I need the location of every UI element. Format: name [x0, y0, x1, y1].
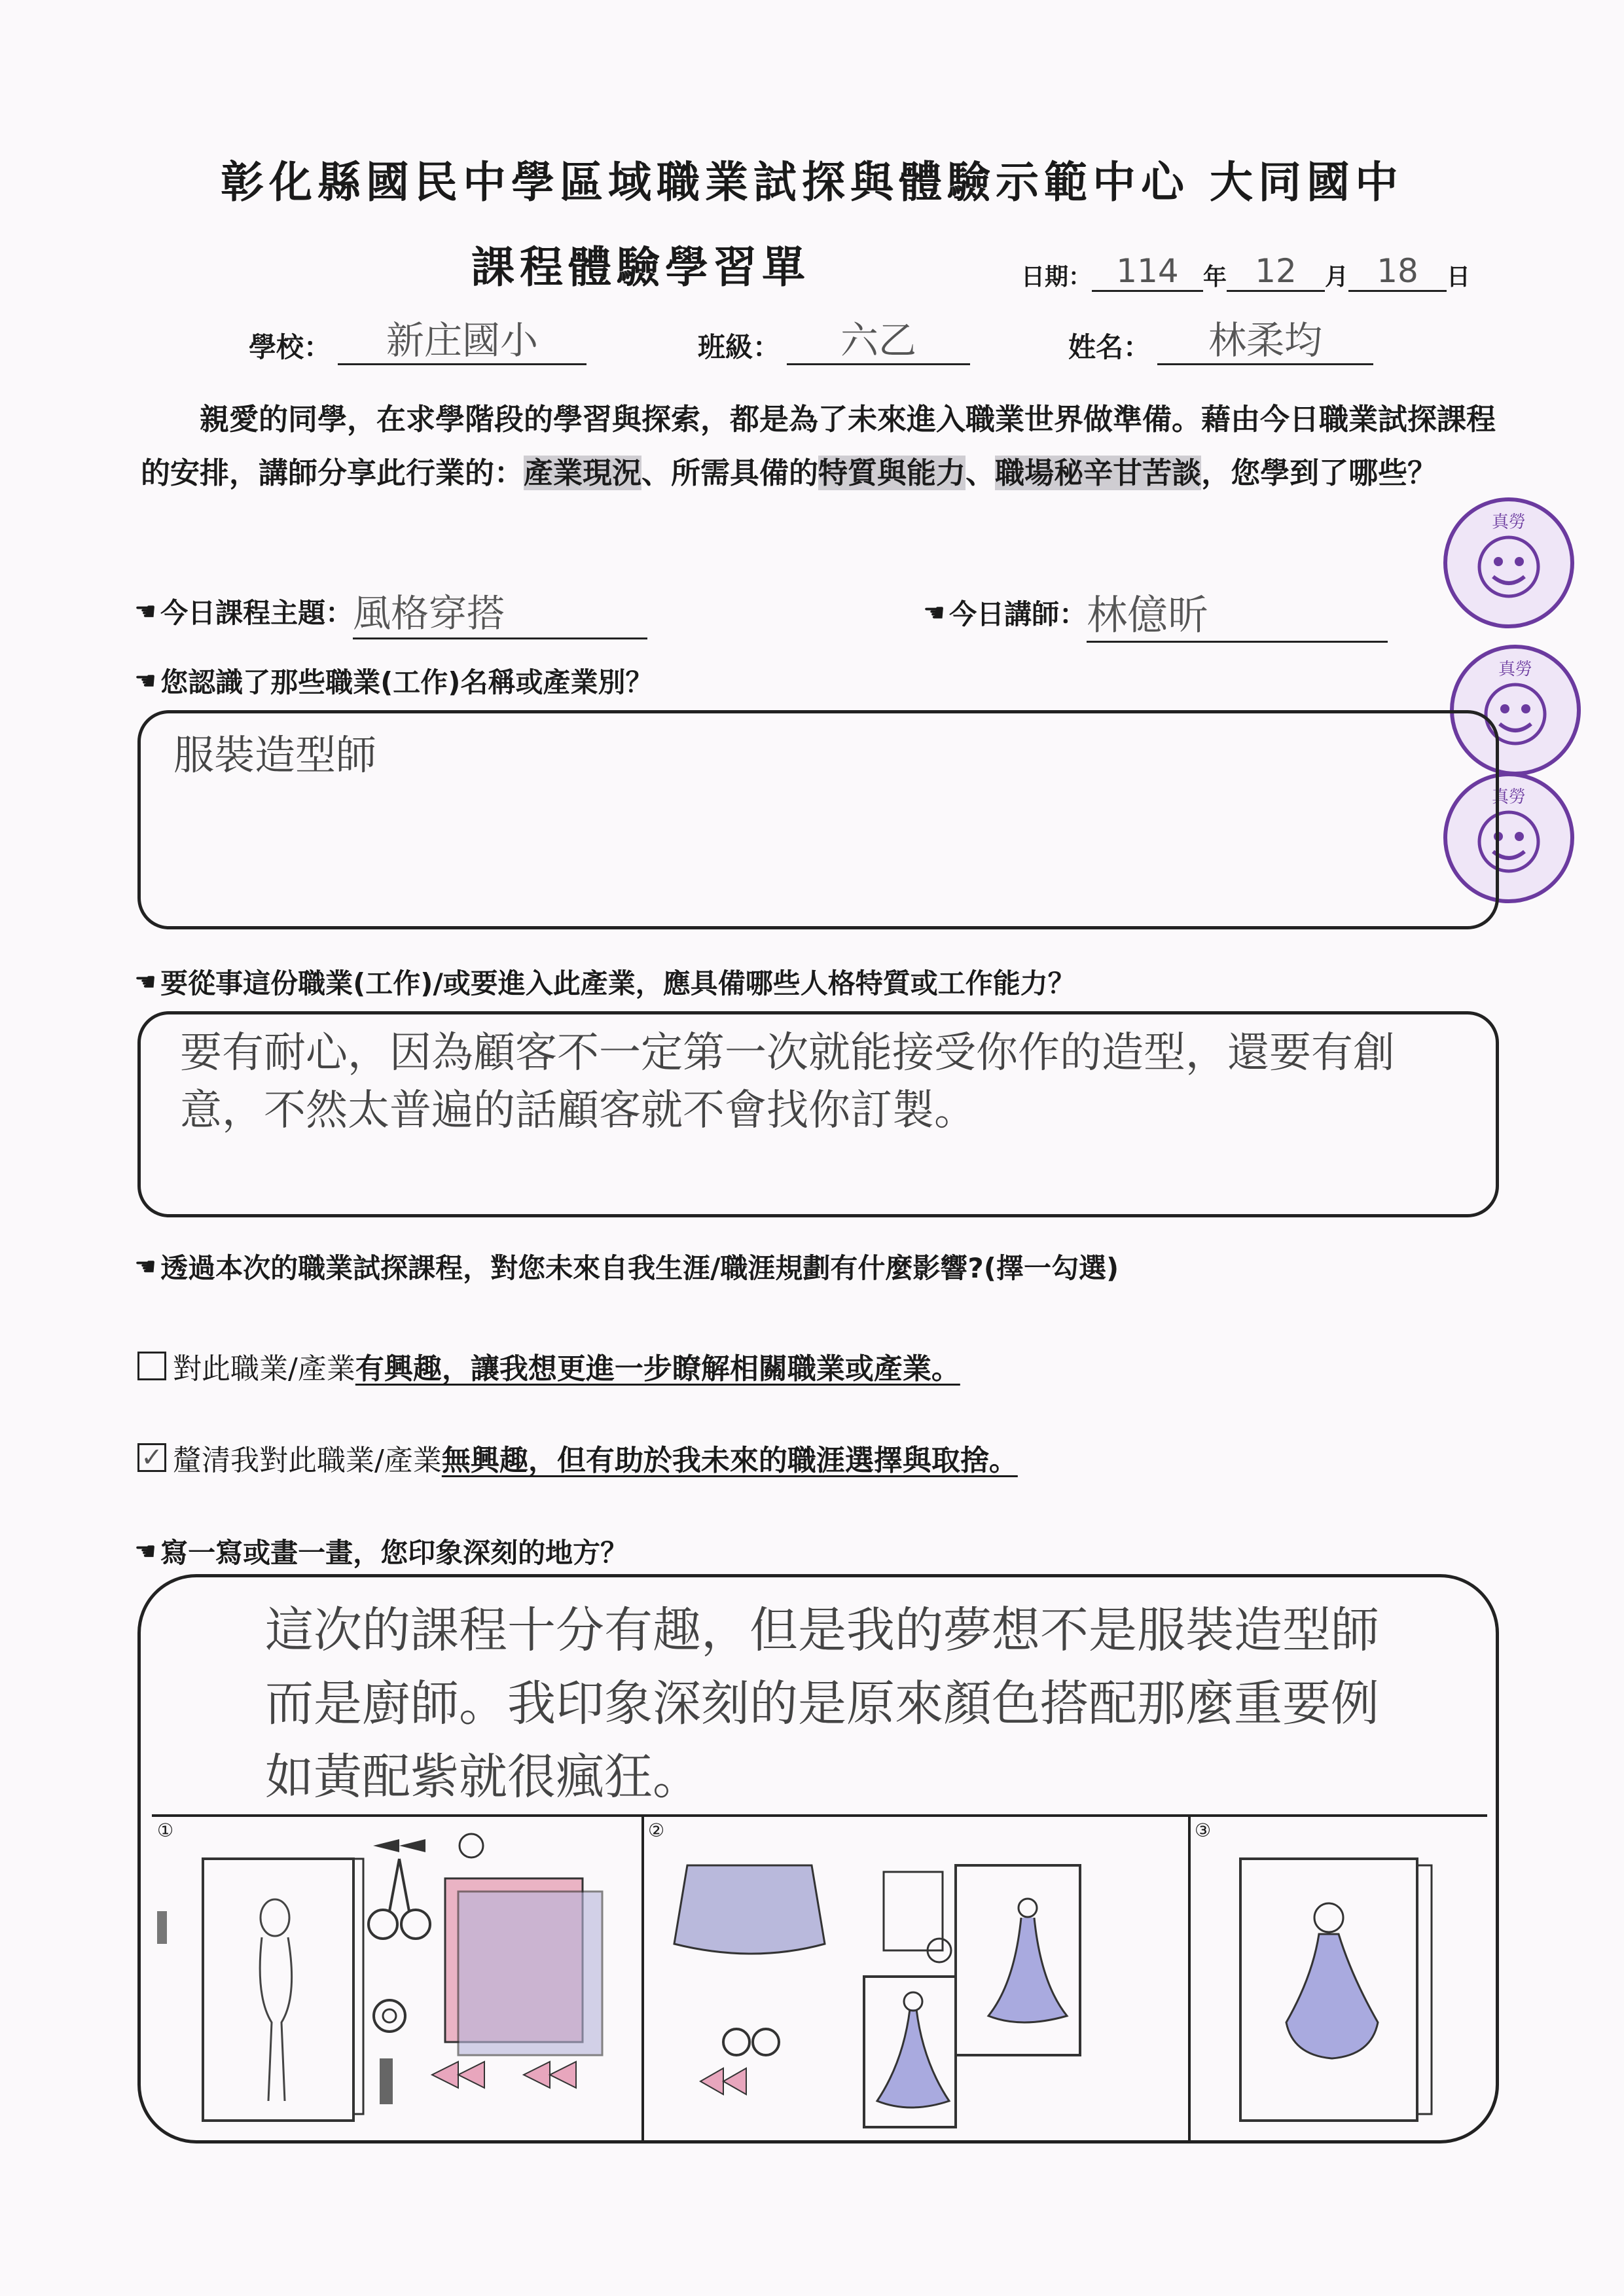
pointing-hand-icon: ☚	[134, 596, 157, 626]
option-1-prefix: 對此職業/產業	[173, 1352, 355, 1386]
stamp-1	[1443, 497, 1574, 628]
intro-highlight-insider: 職場秘辛甘苦談	[995, 456, 1202, 490]
option-2-checkbox[interactable]: ✓	[137, 1443, 166, 1472]
teacher-row	[923, 583, 1388, 643]
panel-separator-1	[641, 1816, 644, 2140]
question-2-text: 要從事這份職業(工作)/或要進入此產業，應具備哪些人格特質或工作能力？	[160, 967, 1075, 999]
intro-paragraph	[141, 393, 1502, 500]
pointing-hand-icon: ☚	[134, 967, 157, 996]
question-1	[134, 661, 653, 700]
intro-highlight-traits: 特質與能力	[818, 456, 966, 490]
panel-separator-2	[1188, 1816, 1191, 2140]
intro-highlight-industry: 產業現況	[524, 456, 642, 490]
school-field: 新庄國小	[338, 317, 586, 365]
option-1-checkbox[interactable]	[137, 1352, 166, 1380]
student-info-row	[249, 317, 1373, 365]
panel-3-number: ③	[1195, 1820, 1212, 1841]
date-month: 12	[1227, 252, 1325, 292]
pointing-hand-icon: ☚	[134, 1537, 157, 1566]
option-not-interested[interactable]	[137, 1437, 1018, 1479]
intro-text-2: 、所需具備的	[641, 456, 819, 490]
pointing-hand-icon: ☚	[134, 666, 157, 695]
stamp-1-text: 真勞	[1491, 512, 1526, 532]
question-1-text: 您認識了那些職業(工作)名稱或產業別？	[160, 666, 653, 698]
option-2-text: 無興趣，但有助於我未來的職涯選擇與取捨。	[441, 1444, 1018, 1477]
topic-field: 風格穿搭	[353, 583, 647, 639]
class-label: 班級：	[698, 331, 781, 363]
date-day-unit: 日	[1447, 264, 1471, 291]
panel-2-drawing	[648, 1826, 1185, 2134]
teacher-field: 林億昕	[1087, 583, 1388, 643]
option-interested[interactable]	[137, 1345, 960, 1387]
form-subtitle: 課程體驗學習單	[471, 242, 810, 293]
answer-4-text: 這次的課程十分有趣，但是我的夢想不是服裝造型師而是廚師。我印象深刻的是原來顏色搭配那麼重要例如黃配紫就很瘋狂。	[265, 1602, 1379, 1805]
panel-1-number: ①	[157, 1820, 174, 1841]
course-topic-row	[134, 583, 647, 639]
teacher-label: 今日講師：	[949, 598, 1087, 630]
answer-1-text: 服裝造型師	[173, 731, 377, 779]
stamp-2-text: 真勞	[1498, 660, 1533, 679]
date-year: 114	[1092, 252, 1203, 292]
question-3	[134, 1247, 1119, 1286]
form-title: 彰化縣國民中學區域職業試探與體驗示範中心 大同國中	[221, 156, 1403, 207]
question-3-text: 透過本次的職業試探課程，對您未來自我生涯/職涯規劃有什麼影響?(擇一勾選)	[160, 1252, 1119, 1284]
name-field: 林柔均	[1157, 317, 1373, 365]
answer-box-1	[137, 710, 1499, 929]
intro-text-3: 、	[965, 456, 996, 490]
question-2	[134, 962, 1075, 1001]
topic-label: 今日課程主題：	[160, 596, 353, 629]
question-4-text: 寫一寫或畫一畫，您印象深刻的地方？	[160, 1537, 628, 1569]
option-2-prefix: 釐清我對此職業/產業	[173, 1444, 442, 1477]
pointing-hand-icon: ☚	[923, 598, 946, 627]
answer-box-2	[137, 1011, 1499, 1217]
question-4	[134, 1532, 628, 1571]
date-day: 18	[1348, 252, 1447, 292]
panel-2-number: ②	[648, 1820, 665, 1841]
answer-2-text: 要有耐心，因為顧客不一定第一次就能接受你作的造型，還要有創意，不然太普遍的話顧客就不會找你訂製。	[180, 1029, 1395, 1135]
date-row	[1021, 252, 1470, 292]
name-label: 姓名：	[1068, 331, 1151, 363]
date-month-unit: 月	[1325, 264, 1349, 291]
stamp-face-icon	[1447, 501, 1570, 624]
intro-text-4: ，您學到了哪些？	[1201, 456, 1437, 490]
class-field: 六乙	[787, 317, 970, 365]
panel-1-drawing	[157, 1826, 638, 2134]
stamp-3-text: 真勞	[1491, 787, 1526, 807]
drawing-divider	[152, 1814, 1487, 1817]
date-label: 日期：	[1021, 264, 1092, 291]
date-year-unit: 年	[1203, 264, 1227, 291]
panel-3-drawing	[1195, 1826, 1483, 2134]
school-label: 學校：	[249, 331, 332, 363]
pointing-hand-icon: ☚	[134, 1252, 157, 1281]
option-1-text: 有興趣，讓我想更進一步瞭解相關職業或產業。	[355, 1352, 960, 1386]
intro-text-1: 親愛的同學，在求學階段的學習與探索，都是為了未來進入職業世界做準備。藉由今日職業試探課程的安排，講師分享此行業的：	[141, 402, 1496, 490]
